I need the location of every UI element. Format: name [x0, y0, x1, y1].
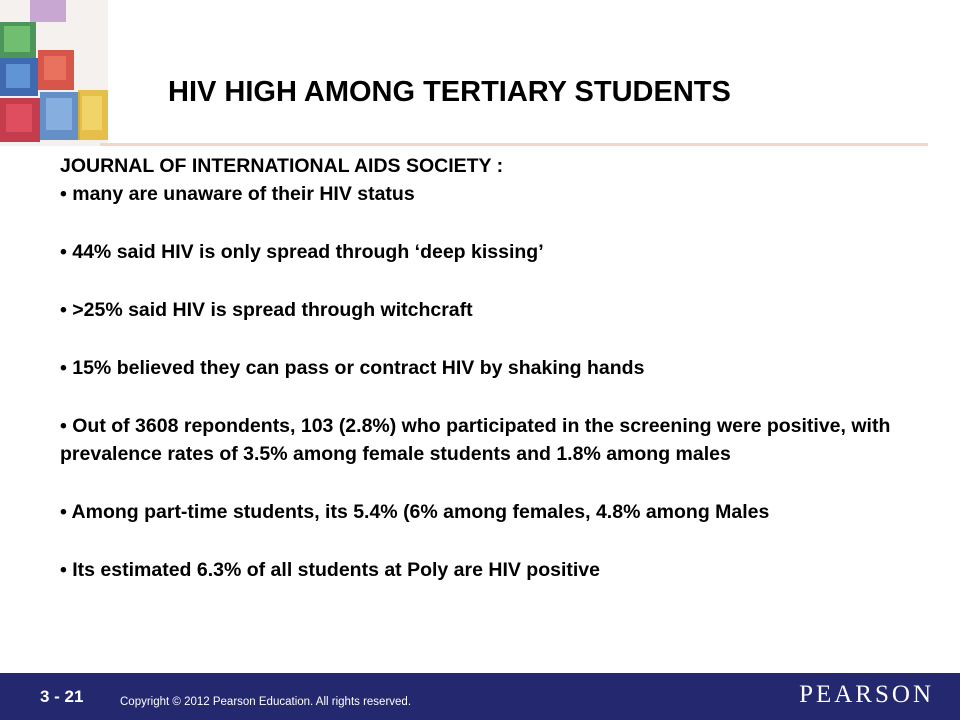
page-number: 3 - 21	[40, 687, 84, 706]
slide-content	[60, 152, 940, 584]
bullet-item: • Among part-time students, its 5.4% (6% among females, 4.8% among Males	[60, 501, 770, 523]
copyright-text: Copyright © 2012 Pearson Education. All rights reserved.	[120, 696, 412, 708]
bullet-item: • 44% said HIV is only spread through ‘deep kissing’	[60, 241, 544, 263]
bullet-item: • many are unaware of their HIV status	[60, 183, 415, 205]
title-area	[108, 0, 960, 146]
bullet-item: • >25% said HIV is spread through witchcraft	[60, 299, 473, 321]
bullet-item: • Its estimated 6.3% of all students at Poly are HIV positive	[60, 559, 600, 581]
title-divider	[100, 143, 928, 146]
intro-text: JOURNAL OF INTERNATIONAL AIDS SOCIETY :	[60, 155, 504, 177]
pearson-logo: PEARSON	[799, 681, 934, 708]
footer-bar	[0, 673, 960, 720]
bullet-item: • 15% believed they can pass or contract HIV by shaking hands	[60, 357, 645, 379]
glass-cubes-image	[0, 0, 108, 146]
slide-title: HIV HIGH AMONG TERTIARY STUDENTS	[168, 76, 731, 108]
bullet-item: • Out of 3608 repondents, 103 (2.8%) who participated in the screening were positive, with prevalence rates of 3.5% among female students and 1.8% among males	[60, 415, 891, 465]
